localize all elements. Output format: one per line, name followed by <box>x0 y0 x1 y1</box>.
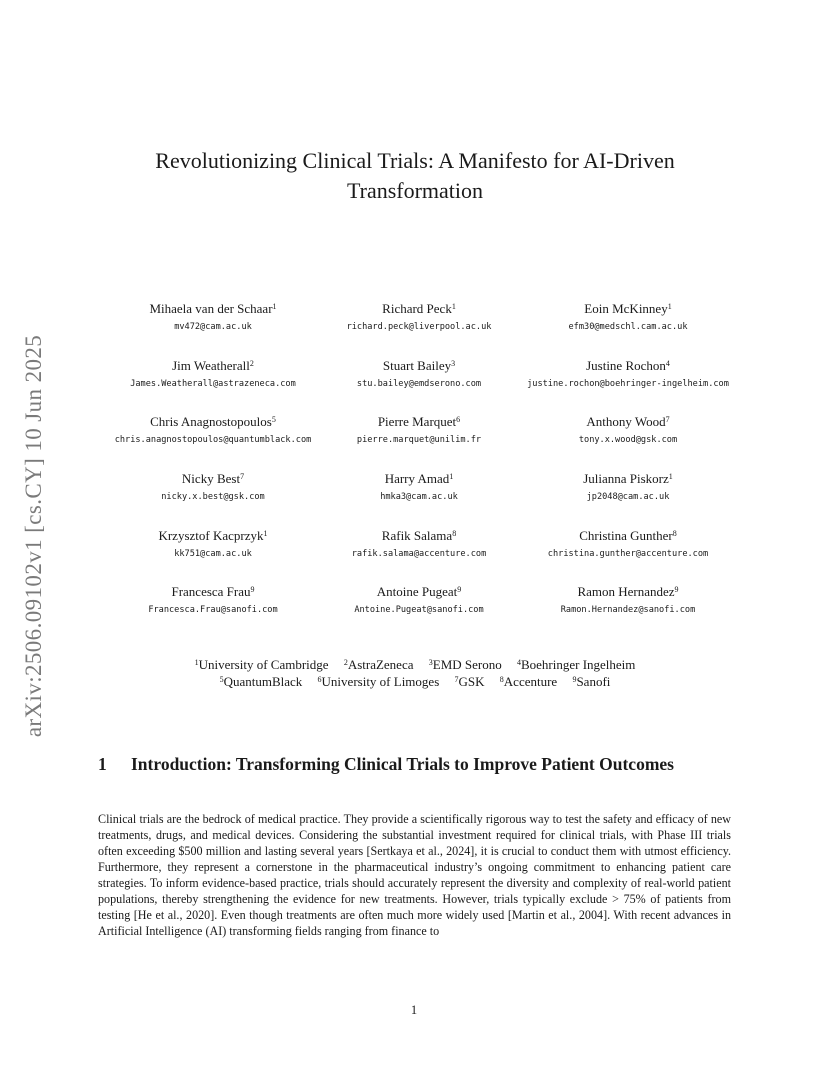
author-name: Francesca Frau <box>171 584 251 599</box>
author-name: Rafik Salama <box>381 528 453 543</box>
page-number: 1 <box>410 1003 418 1017</box>
author-name: Ramon Hernandez <box>577 584 675 599</box>
affiliation <box>455 674 485 689</box>
author-email: rafik.salama@accenture.com <box>351 549 487 559</box>
affiliation <box>517 657 635 672</box>
author-name: Antoine Pugeat <box>376 584 458 599</box>
author-name: Richard Peck <box>382 301 452 316</box>
paper-title: Revolutionizing Clinical Trials: A Manifesto for AI-Driven Transformation <box>155 148 675 203</box>
author-affiliation-mark: 7 <box>665 415 670 424</box>
author-email: Ramon.Hernandez@sanofi.com <box>560 605 696 615</box>
author-affiliation-mark: 5 <box>271 415 276 424</box>
affiliation-number: 6 <box>317 675 322 684</box>
affiliation-number: 2 <box>343 658 348 667</box>
affiliation-number: 9 <box>572 675 577 684</box>
author-affiliation-mark: 8 <box>672 529 677 538</box>
author-name: Harry Amad <box>384 471 450 486</box>
author-email: mv472@cam.ac.uk <box>174 322 252 332</box>
author-affiliation-mark: 2 <box>249 359 254 368</box>
author-email: James.Weatherall@astrazeneca.com <box>130 379 296 389</box>
affiliation <box>344 657 414 672</box>
author-name: Justine Rochon <box>586 358 666 373</box>
affiliation-number: 5 <box>219 675 224 684</box>
affiliation <box>429 657 502 672</box>
section-number: 1 <box>98 754 107 774</box>
author-entry <box>503 301 753 333</box>
affiliation-list-line-2 <box>100 673 730 690</box>
affiliation-name: GSK <box>458 674 485 689</box>
author-affiliation-mark: 1 <box>272 302 277 311</box>
author-email: christina.gunther@accenture.com <box>547 549 709 559</box>
author-email: nicky.x.best@gsk.com <box>161 492 265 502</box>
author-name: Krzysztof Kacprzyk <box>158 528 264 543</box>
author-email: Antoine.Pugeat@sanofi.com <box>354 605 484 615</box>
author-affiliation-mark: 3 <box>451 359 456 368</box>
author-affiliation-mark: 1 <box>667 302 672 311</box>
author-affiliation-mark: 8 <box>452 529 457 538</box>
author-name: Nicky Best <box>181 471 241 486</box>
author-email: hmka3@cam.ac.uk <box>380 492 458 502</box>
affiliation-number: 1 <box>194 658 199 667</box>
author-affiliation-mark: 6 <box>456 415 461 424</box>
author-entry <box>503 471 753 503</box>
affiliation-name: Sanofi <box>576 674 611 689</box>
author-entry <box>503 528 753 560</box>
author-name: Anthony Wood <box>586 414 666 429</box>
author-name: Julianna Piskorz <box>583 471 669 486</box>
author-email: Francesca.Frau@sanofi.com <box>148 605 278 615</box>
affiliation-name: AstraZeneca <box>347 657 414 672</box>
author-affiliation-mark: 7 <box>240 472 245 481</box>
author-entry <box>503 584 753 616</box>
author-affiliation-mark: 1 <box>668 472 673 481</box>
author-name: Jim Weatherall <box>172 358 250 373</box>
author-name: Pierre Marquet <box>377 414 457 429</box>
affiliation <box>195 657 329 672</box>
affiliation <box>318 674 440 689</box>
affiliation <box>572 674 610 689</box>
author-email: chris.anagnostopoulos@quantumblack.com <box>114 435 312 445</box>
author-email: jp2048@cam.ac.uk <box>586 492 670 502</box>
author-affiliation-mark: 9 <box>250 585 255 594</box>
author-affiliation-mark: 1 <box>263 529 268 538</box>
section-title: Introduction: Transforming Clinical Trials to Improve Patient Outcomes <box>131 754 674 774</box>
author-email: justine.rochon@boehringer-ingelheim.com <box>527 379 729 389</box>
author-affiliation-mark: 9 <box>457 585 462 594</box>
affiliation-name: University of Cambridge <box>198 657 329 672</box>
affiliation-number: 3 <box>428 658 433 667</box>
author-email: stu.bailey@emdserono.com <box>356 379 482 389</box>
affiliation <box>500 674 557 689</box>
author-email: pierre.marquet@unilim.fr <box>356 435 482 445</box>
author-name: Chris Anagnostopoulos <box>150 414 272 429</box>
arxiv-identifier-stamp: arXiv:2506.09102v1 [cs.CY] 10 Jun 2025 <box>21 334 46 738</box>
author-name: Eoin McKinney <box>584 301 668 316</box>
affiliation-list-line-1 <box>100 656 730 673</box>
affiliation-name: QuantumBlack <box>223 674 303 689</box>
author-affiliation-mark: 1 <box>449 472 454 481</box>
author-email: tony.x.wood@gsk.com <box>578 435 678 445</box>
author-affiliation-mark: 1 <box>451 302 456 311</box>
affiliation-name: EMD Serono <box>432 657 502 672</box>
author-entry <box>503 358 753 390</box>
author-email: efm30@medschl.cam.ac.uk <box>568 322 688 332</box>
author-email: kk751@cam.ac.uk <box>174 549 252 559</box>
author-entry <box>503 414 753 446</box>
author-name: Stuart Bailey <box>382 358 452 373</box>
author-email: richard.peck@liverpool.ac.uk <box>346 322 492 332</box>
affiliation-name: University of Limoges <box>321 674 440 689</box>
author-name: Mihaela van der Schaar <box>149 301 273 316</box>
affiliation-number: 4 <box>516 658 521 667</box>
author-name: Christina Gunther <box>579 528 673 543</box>
body-paragraph: Clinical trials are the bedrock of medical practice. They provide a scientifically rigorous way to test the safety and efficacy of new treatments, drugs, and medical devices. Considering the substantial investment required for clinical trials, with Phase III trials often exceeding $500 million and lasting several years [Sertkaya et al., 2024], it is crucial to conduct them with utmost efficiency. Furthermore, they represent a cornerstone in the pharmaceutical industry’s ongoing commitment to enhancing patient care strategies. To inform evidence-based practice, trials should accurately represent the diversity and complexity of real-world patient populations, thereby strengthening the evidence for new treatments. However, trials typically exclude > 75% of patients from testing [He et al., 2020]. Even though treatments are often much more widely used [Martin et al., 2004]. With recent advances in Artificial Intelligence (AI) transforming fields ranging from finance to <box>98 812 731 939</box>
affiliation-number: 8 <box>499 675 504 684</box>
affiliation-name: Accenture <box>503 674 558 689</box>
author-affiliation-mark: 4 <box>665 359 670 368</box>
affiliation-name: Boehringer Ingelheim <box>520 657 636 672</box>
author-affiliation-mark: 9 <box>674 585 679 594</box>
affiliation <box>220 674 303 689</box>
affiliation-number: 7 <box>454 675 459 684</box>
